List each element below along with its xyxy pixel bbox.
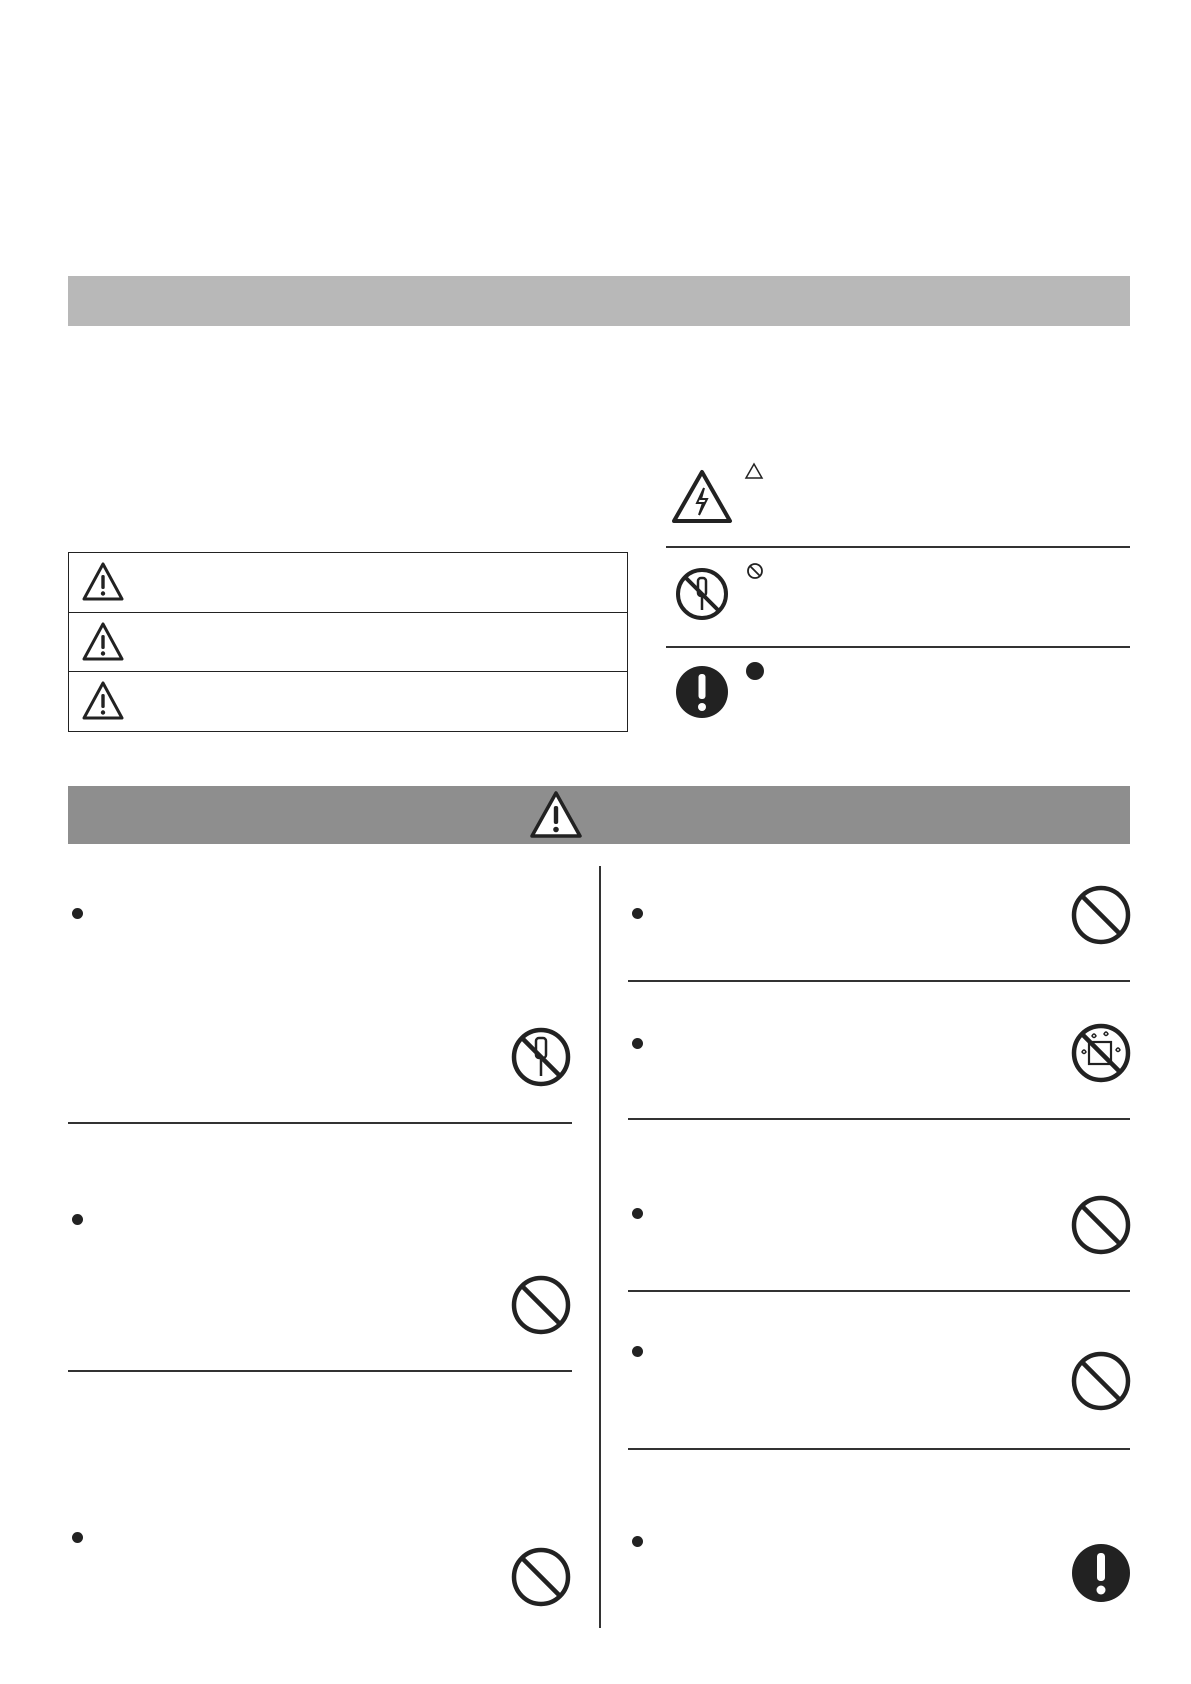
list-item-bullet xyxy=(632,1536,643,1547)
legend-divider-2 xyxy=(666,646,1130,648)
list-item-bullet xyxy=(72,1532,83,1543)
column-divider xyxy=(599,866,601,1628)
warning-triangle-icon xyxy=(81,621,125,663)
left-divider-1 xyxy=(68,1122,572,1124)
left-divider-2 xyxy=(68,1370,572,1372)
section-header-band xyxy=(68,276,1130,326)
no-disassembly-icon xyxy=(510,1026,572,1088)
list-item-bullet xyxy=(72,908,83,919)
right-divider-4 xyxy=(628,1448,1130,1450)
signal-row-1 xyxy=(69,553,627,612)
list-item-bullet xyxy=(632,908,643,919)
no-wet-hands-icon xyxy=(1070,1022,1132,1084)
list-item-bullet xyxy=(632,1208,643,1219)
list-item-bullet xyxy=(632,1346,643,1357)
mandatory-action-icon xyxy=(674,664,730,720)
small-prohibition-icon xyxy=(746,562,764,580)
prohibition-icon xyxy=(1070,884,1132,946)
legend-divider-1 xyxy=(666,546,1130,548)
mandatory-action-icon xyxy=(1070,1542,1132,1604)
list-item-bullet xyxy=(72,1214,83,1225)
prohibition-icon xyxy=(510,1274,572,1336)
right-divider-1 xyxy=(628,980,1130,982)
signal-row-3 xyxy=(69,671,627,731)
small-triangle-icon xyxy=(744,462,764,480)
prohibition-icon xyxy=(510,1546,572,1608)
prohibition-icon xyxy=(1070,1350,1132,1412)
no-disassembly-icon xyxy=(674,566,730,622)
list-item-bullet xyxy=(632,1038,643,1049)
warning-triangle-icon xyxy=(81,561,125,603)
signal-word-table xyxy=(68,552,628,732)
prohibition-icon xyxy=(1070,1194,1132,1256)
warning-triangle-icon xyxy=(528,789,584,841)
right-divider-2 xyxy=(628,1118,1130,1120)
signal-row-2 xyxy=(69,612,627,672)
electric-shock-triangle-icon xyxy=(670,468,734,526)
small-filled-circle-icon xyxy=(746,662,764,680)
warning-header-band xyxy=(68,786,1130,844)
right-divider-3 xyxy=(628,1290,1130,1292)
warning-triangle-icon xyxy=(81,680,125,722)
